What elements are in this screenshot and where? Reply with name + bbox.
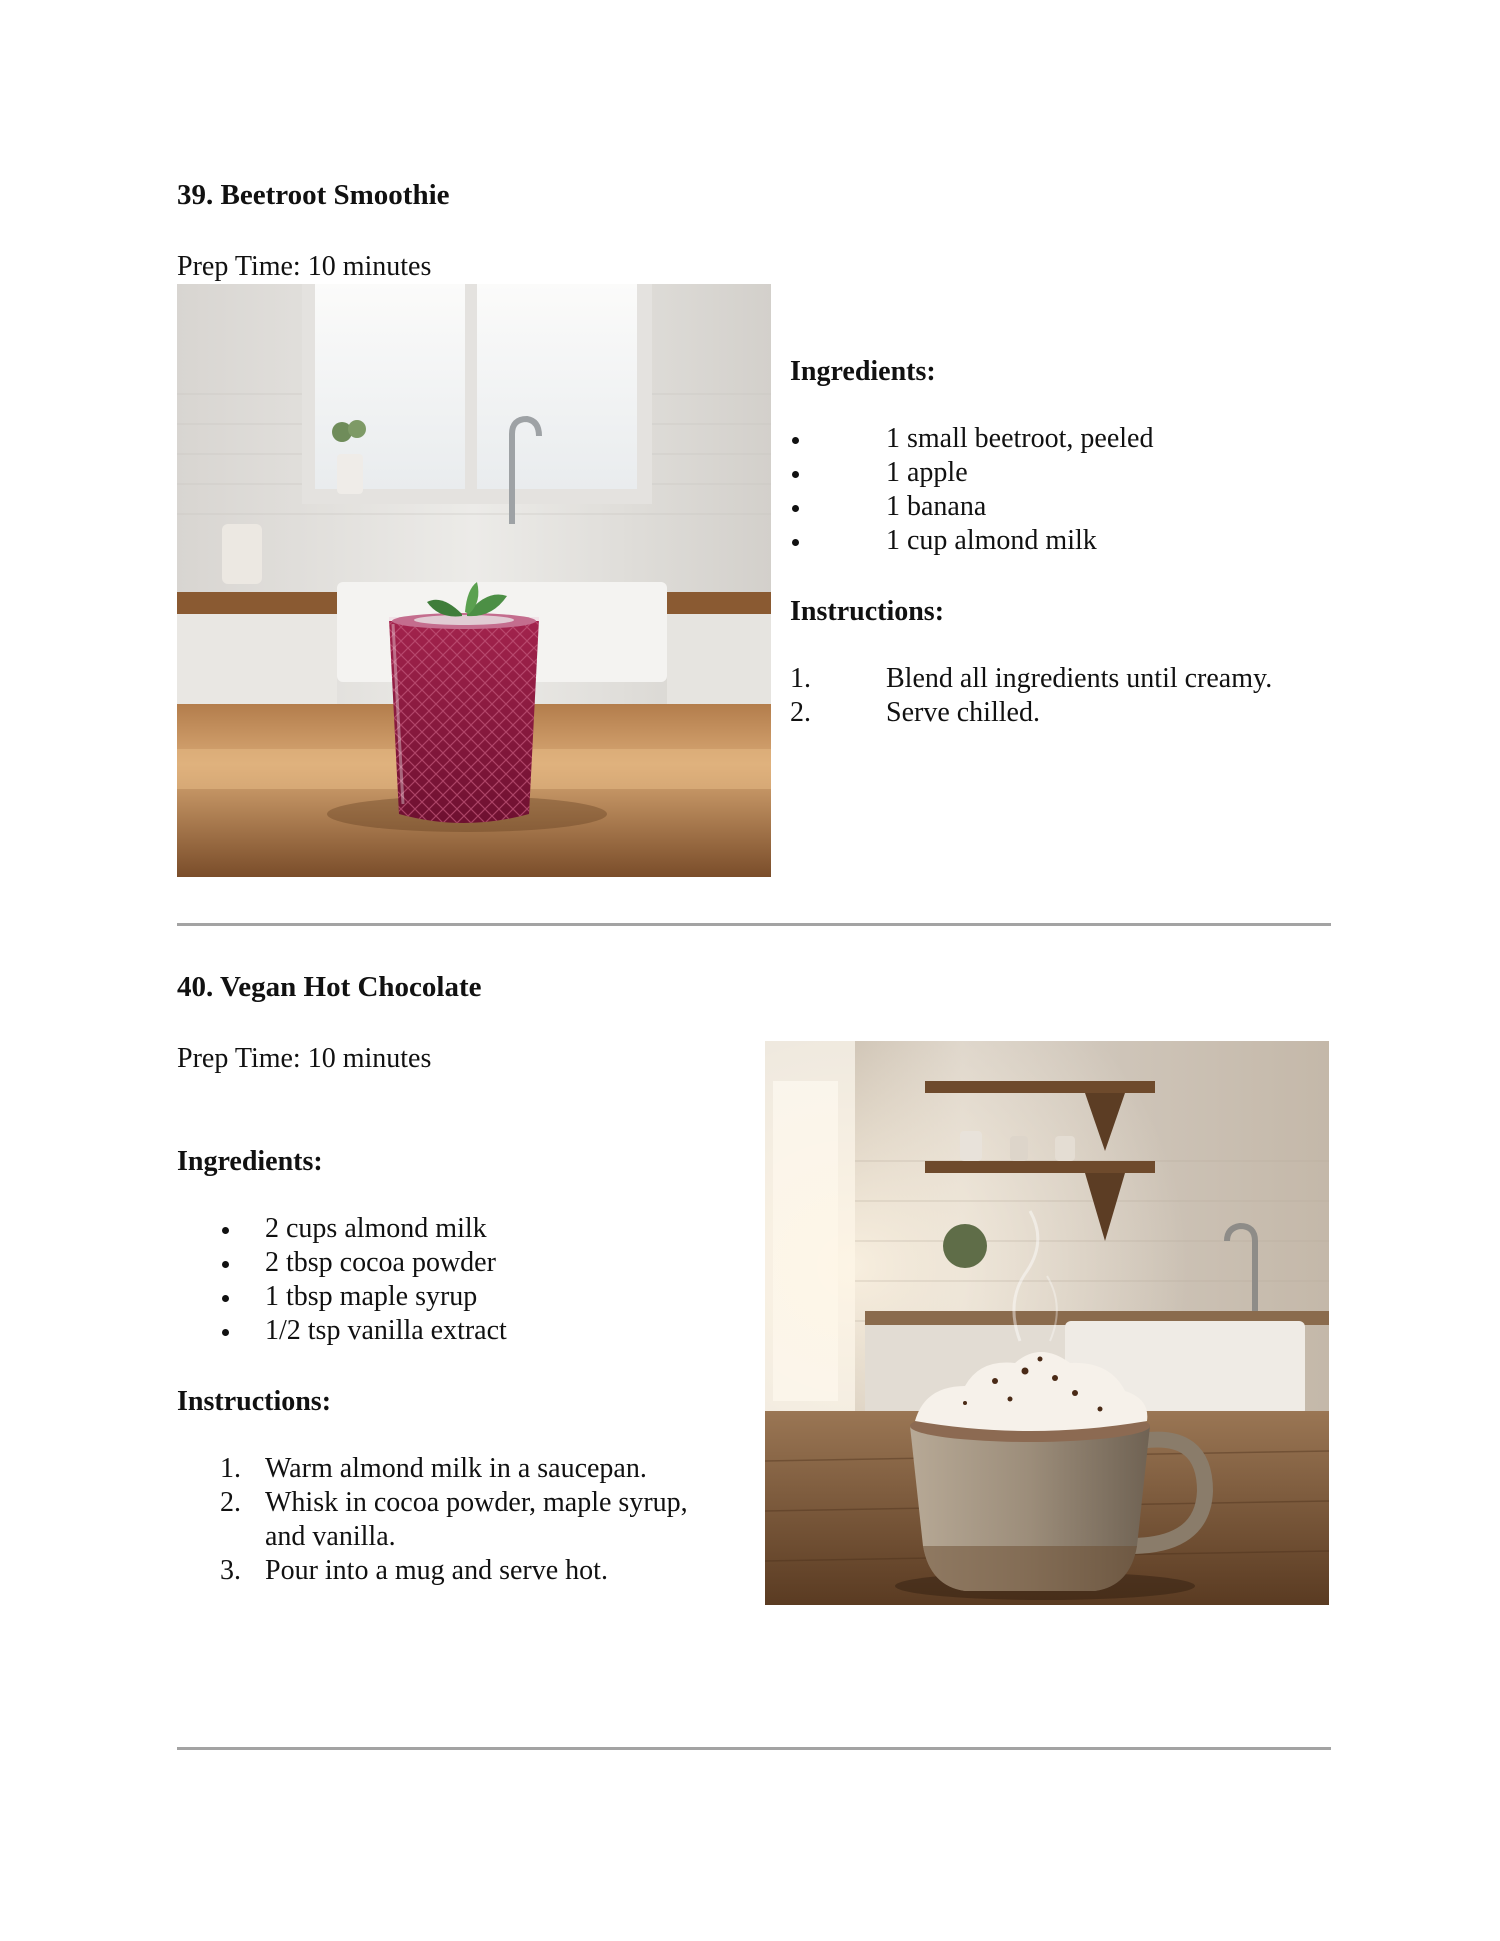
bullet-icon: [222, 1261, 229, 1268]
ingredients-heading: Ingredients:: [790, 356, 936, 387]
beetroot-smoothie-photo: [177, 284, 771, 877]
list-item: and vanilla.: [265, 1521, 396, 1552]
recipe-title: 40. Vegan Hot Chocolate: [177, 971, 482, 1003]
list-item: 2. Whisk in cocoa powder, maple syrup,: [220, 1487, 688, 1518]
list-item: 1 tbsp maple syrup: [220, 1280, 740, 1314]
ingredients-heading: Ingredients:: [177, 1146, 323, 1177]
section-divider: [177, 1747, 1331, 1750]
bullet-icon: [792, 505, 799, 512]
instructions-heading: Instructions:: [177, 1386, 332, 1417]
list-item: 1 cup almond milk: [790, 524, 1350, 558]
prep-time: Prep Time: 10 minutes: [177, 251, 432, 282]
ingredients-list: [790, 422, 1350, 558]
bullet-icon: [792, 471, 799, 478]
list-item: 3. Pour into a mug and serve hot.: [220, 1555, 608, 1586]
section-divider: [177, 923, 1331, 926]
bullet-icon: [222, 1295, 229, 1302]
list-item: 1. Blend all ingredients until creamy.: [790, 663, 1273, 694]
instructions-list: [790, 662, 1350, 730]
bullet-icon: [222, 1329, 229, 1336]
list-item: 1. Warm almond milk in a saucepan.: [220, 1453, 647, 1484]
list-item: 2. Serve chilled.: [790, 697, 1040, 728]
list-item: 2 cups almond milk: [220, 1212, 740, 1246]
list-item: 1 apple: [790, 456, 1350, 490]
list-item: 1 banana: [790, 490, 1350, 524]
list-item: 1 small beetroot, peeled: [790, 422, 1350, 456]
list-item: 1/2 tsp vanilla extract: [220, 1314, 740, 1348]
list-item: 2 tbsp cocoa powder: [220, 1246, 740, 1280]
ingredients-list: [220, 1212, 740, 1348]
prep-time: Prep Time: 10 minutes: [177, 1043, 432, 1074]
bullet-icon: [222, 1227, 229, 1234]
bullet-icon: [792, 539, 799, 546]
recipe-title: 39. Beetroot Smoothie: [177, 179, 450, 211]
hot-chocolate-photo: [765, 1041, 1329, 1605]
instructions-list: [220, 1452, 740, 1588]
bullet-icon: [792, 437, 799, 444]
instructions-heading: Instructions:: [790, 596, 945, 627]
